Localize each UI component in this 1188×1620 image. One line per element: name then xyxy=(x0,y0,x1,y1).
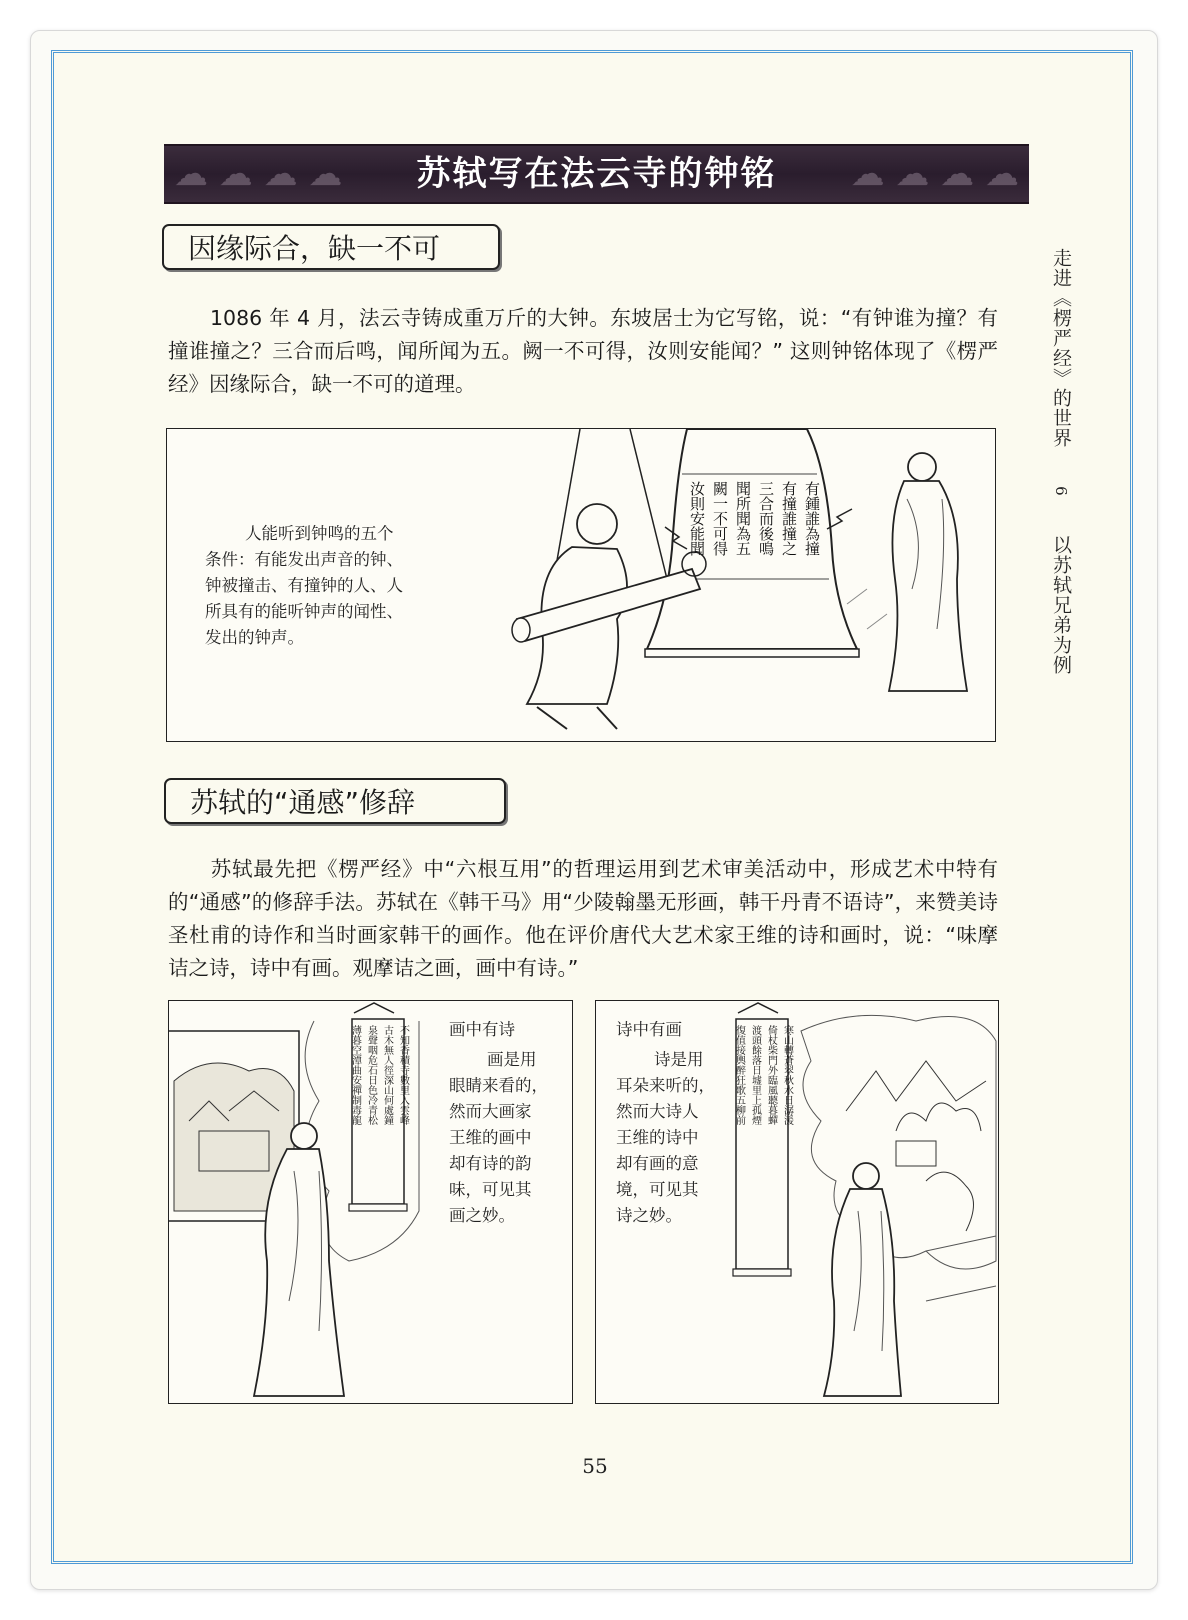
section-heading-tonggan: 苏轼的“通感”修辞 xyxy=(164,778,506,824)
title-banner xyxy=(164,144,1029,204)
illustration-painting-panel xyxy=(168,1000,573,1404)
inscription-line: 三合而後鳴 xyxy=(757,481,775,556)
book-title: 走进《楞严经》的世界 xyxy=(1050,248,1072,448)
cloud-ornament-icon: ☁ ☁ ☁ ☁ xyxy=(174,154,343,194)
chapter-number: 6 xyxy=(1052,486,1070,497)
caption-line: 所具有的能听钟声的闻性、 xyxy=(205,602,403,621)
bell-caption xyxy=(205,521,403,651)
illustration-poem-panel xyxy=(595,1000,999,1404)
page-title: 苏轼写在法云寺的钟铭 xyxy=(416,154,777,194)
inscription-line: 聞所聞為五 xyxy=(734,481,752,556)
page-number: 55 xyxy=(582,1454,608,1478)
paragraph-2-text: 苏轼最先把《楞严经》中“六根互用”的哲理运用到艺术审美活动中，形成艺术中特有的“通感”的修辞手法。苏轼在《韩干马》用“少陵翰墨无形画，韩干丹青不语诗”，来赞美诗圣杜甫的诗作和当时画家韩干的画作。他在评价唐代大艺术家王维的诗和画时，说：“味摩诘之诗，诗中有画。观摩诘之画，画中有诗。” xyxy=(168,857,998,980)
cloud-ornament-icon: ☁ ☁ ☁ ☁ xyxy=(850,154,1019,194)
caption-line: 眼睛来看的， xyxy=(449,1076,548,1095)
caption-line: 画是用 xyxy=(487,1050,537,1069)
body-paragraph-1 xyxy=(168,302,998,401)
inscription-line: 闕一不可得 xyxy=(711,481,729,556)
caption-line: 条件：有能发出声音的钟、 xyxy=(205,550,403,569)
caption-line: 然而大画家 xyxy=(449,1102,532,1121)
scroll-line: 寒山轉蒼翠秋水日潺湲 xyxy=(781,1025,793,1125)
caption-line: 钟被撞击、有撞钟的人、人 xyxy=(205,576,403,595)
painting-caption xyxy=(449,1017,548,1229)
caption-line: 诗之妙。 xyxy=(616,1206,682,1225)
caption-line: 王维的画中 xyxy=(449,1128,532,1147)
caption-line: 味，可见其 xyxy=(449,1180,532,1199)
caption-line: 境，可见其 xyxy=(616,1180,699,1199)
scroll-line: 古木無人徑深山何處鐘 xyxy=(381,1025,393,1125)
inscription-line: 有鍾誰為撞 xyxy=(803,481,821,556)
caption-line: 耳朵来听的， xyxy=(616,1076,715,1095)
bell-inscription xyxy=(687,481,823,577)
caption-line: 人能听到钟鸣的五个 xyxy=(245,524,394,543)
body-paragraph-2 xyxy=(168,853,998,985)
painting-scroll-text xyxy=(349,1025,409,1203)
scroll-line: 復值接輿醉狂歌五柳前 xyxy=(733,1025,745,1125)
caption-line: 却有诗的韵 xyxy=(449,1154,532,1173)
chapter-title: 以苏轼兄弟为例 xyxy=(1050,534,1072,675)
scroll-line: 渡頭餘落日墟里上孤煙 xyxy=(749,1025,761,1125)
poem-caption xyxy=(616,1017,715,1229)
panel-title: 画中有诗 xyxy=(449,1020,515,1039)
running-head xyxy=(1046,248,1076,675)
caption-line: 画之妙。 xyxy=(449,1206,515,1225)
inscription-line: 汝則安能聞 xyxy=(688,481,706,556)
caption-line: 却有画的意 xyxy=(616,1154,699,1173)
illustration-bell-panel xyxy=(166,428,996,742)
paragraph-1-text: 1086 年 4 月，法云寺铸成重万斤的大钟。东坡居士为它写铭，说：“有钟谁为撞？有撞谁撞之？三合而后鸣，闻所闻为五。阙一不可得，汝则安能闻？” 这则钟铭体现了《楞严经》因缘际合，缺一不可的道理。 xyxy=(168,306,998,396)
scroll-line: 薄暮空潭曲安禪制毒龍 xyxy=(349,1025,361,1125)
poem-scroll-text xyxy=(733,1025,793,1267)
inscription-line: 有撞誰撞之 xyxy=(780,481,798,556)
section-heading-yinyuan: 因缘际合，缺一不可 xyxy=(162,224,500,270)
scroll-line: 不知香積寺數里入雲峰 xyxy=(397,1025,409,1125)
caption-line: 发出的钟声。 xyxy=(205,628,304,647)
caption-line: 王维的诗中 xyxy=(616,1128,699,1147)
scroll-line: 泉聲咽危石日色冷青松 xyxy=(365,1025,377,1125)
scroll-line: 倚杖柴門外臨風聽暮蟬 xyxy=(765,1025,777,1125)
caption-line: 诗是用 xyxy=(654,1050,704,1069)
panel-title: 诗中有画 xyxy=(616,1020,682,1039)
caption-line: 然而大诗人 xyxy=(616,1102,699,1121)
